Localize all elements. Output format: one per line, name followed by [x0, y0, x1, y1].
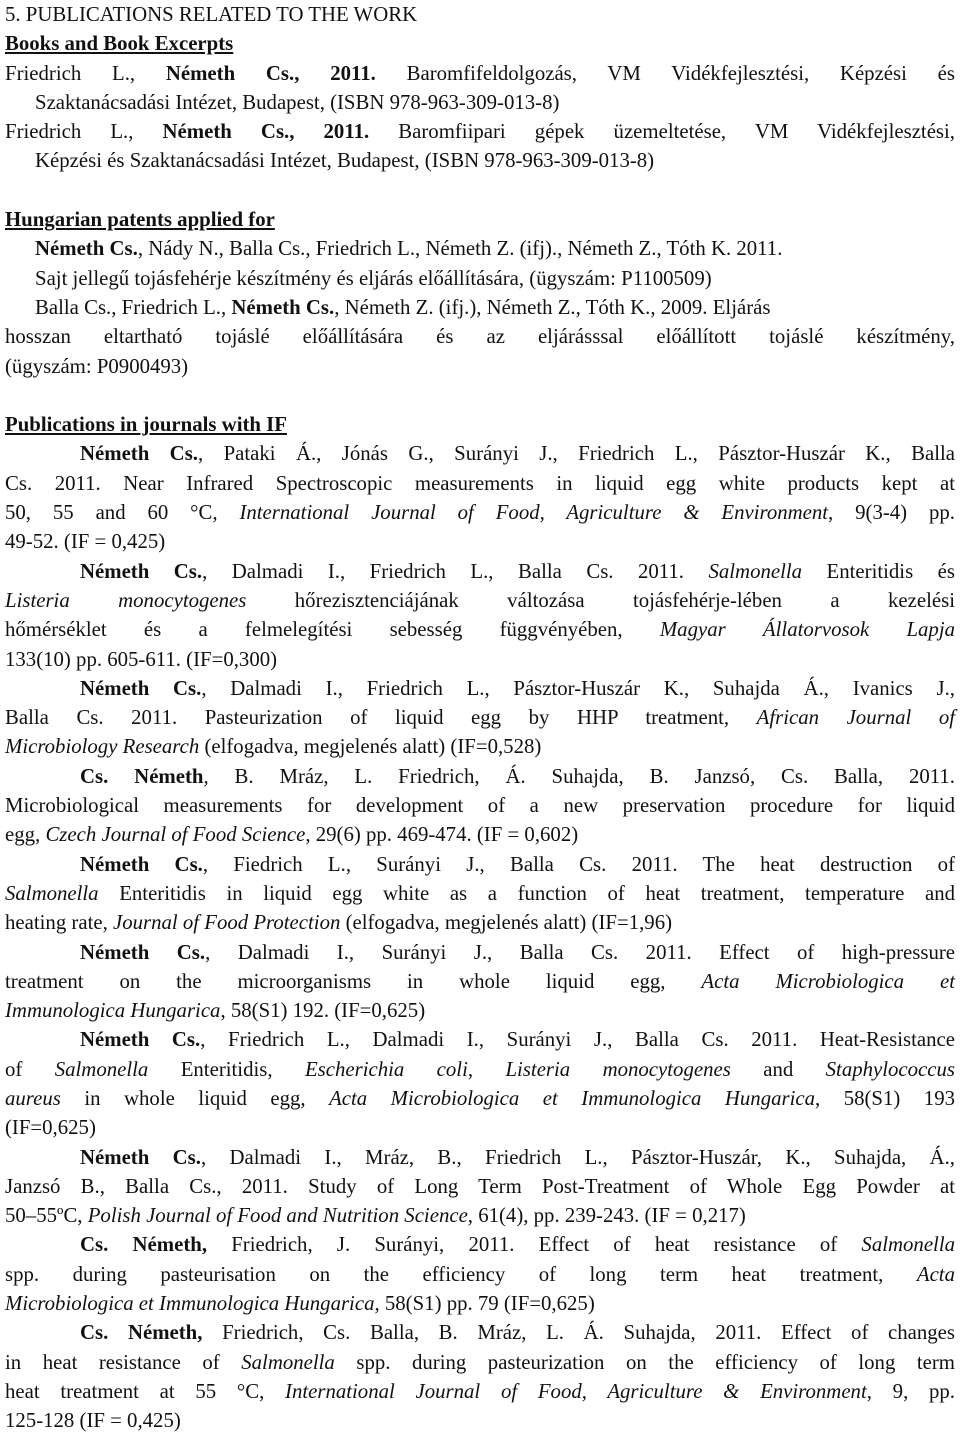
entry-title: Janzsó B., Balla Cs., 2011. Study of Long Term Post-Treatment of Whole Egg Powder at — [5, 1174, 955, 1198]
book-publisher: Szaktanácsadási Intézet, Budapest, (ISBN 978-963-309-013-8) — [35, 90, 560, 114]
journal-name: Journal of Food Protection — [112, 911, 341, 935]
entry-pages: 125-128 (IF = 0,425) — [5, 1409, 181, 1433]
journal-entry — [5, 439, 955, 556]
entry-title: hőmérséklet és a felmelegítési sebesség függvényében, — [5, 618, 660, 642]
journal-entry — [5, 1143, 955, 1231]
book-year: , 2011. — [294, 61, 376, 85]
species-name: Escherichia coli — [304, 1057, 468, 1081]
journal-name: Magyar Állatorvosok Lapja — [659, 618, 955, 642]
entry-title: Microbiological measurements for development of a new preservation procedure for liquid — [5, 794, 955, 818]
entry-pages: , 58(S1) 192. (IF=0,625) — [220, 999, 426, 1023]
entry-text: , 9(3-4) pp. — [828, 501, 955, 525]
patent-number: (ügyszám: P0900493) — [5, 354, 189, 378]
patent-entry — [5, 234, 955, 293]
highlighted-author: Németh Cs. — [80, 940, 206, 964]
entry-title: egg, — [5, 823, 46, 847]
entry-title: 50–55ºC, — [5, 1204, 88, 1228]
highlighted-author: Cs. Németh — [80, 764, 204, 788]
entry-pages: (IF=0,625) — [5, 1116, 96, 1140]
journal-entry — [5, 557, 955, 674]
highlighted-author: Németh Cs. — [162, 120, 290, 144]
book-publisher: Képzési és Szaktanácsadási Intézet, Budapest, (ISBN 978-963-309-013-8) — [35, 149, 655, 173]
entry-title: treatment on the microorganisms in whole liquid egg, — [5, 969, 702, 993]
entry-title: in heat resistance of — [5, 1350, 242, 1374]
species-name: Salmonella — [5, 881, 99, 905]
book-title: Baromfiipari gépek üzemeltetése, VM Vidékfejlesztési, — [369, 120, 956, 144]
section-title: 5. PUBLICATIONS RELATED TO THE WORK — [5, 3, 418, 26]
book-entry — [5, 117, 955, 176]
highlighted-author: Németh Cs. — [80, 676, 202, 700]
journal-name: Immunologica Hungarica — [5, 999, 221, 1023]
journal-entry — [5, 938, 955, 1026]
patent-title: Sajt jellegű tojásfehérje készítmény és eljárás előállítására, (ügyszám: P1100509) — [35, 266, 712, 290]
book-authors: Friedrich L., — [5, 61, 166, 85]
entry-pages: 133(10) pp. 605-611. (IF=0,300) — [5, 647, 278, 671]
entry-authors: , Dalmadi I., Surányi J., Balla Cs. 2011. Effect of high-pressure — [205, 940, 956, 964]
patent-title: hosszan eltartható tojáslé előállítására és az eljárásssal előállított tojáslé készítmény, — [5, 325, 955, 349]
entry-title: Cs. 2011. Near Infrared Spectroscopic measurements in liquid egg white products kept at — [5, 471, 955, 495]
spacer — [5, 381, 955, 410]
entry-text: 50, 55 and 60 °C, — [5, 501, 240, 525]
journal-name: Acta Microbiologica et Immunologica Hungarica — [329, 1086, 816, 1110]
entry-pages: 49-52. (IF = 0,425) — [5, 530, 166, 554]
book-entry — [5, 59, 955, 118]
entry-title: of — [5, 1057, 55, 1081]
entry-authors: , Pataki Á., Jónás G., Surányi J., Friedrich L., Pásztor-Huszár K., Balla — [198, 442, 955, 466]
journal-entry — [5, 1318, 955, 1435]
entry-pages: , 29(6) pp. 469-474. (IF = 0,602) — [305, 823, 579, 847]
journal-name: Microbiologica et Immunologica Hungarica — [5, 1292, 375, 1316]
journal-name: Czech Journal of Food Science — [45, 823, 306, 847]
entry-title: spp. during pasteurisation on the efficiency of long term heat treatment, — [5, 1262, 917, 1286]
entry-title: Enteritidis in liquid egg white as a function of heat treatment, temperature and — [98, 881, 955, 905]
entry-authors: , B. Mráz, L. Friedrich, Á. Suhajda, B. Janzsó, Cs. Balla, 2011. — [203, 764, 955, 788]
highlighted-author: Cs. Németh, — [80, 1233, 208, 1257]
entry-pages: (elfogadva, megjelenés alatt) (IF=0,528) — [199, 735, 542, 759]
book-title: Baromfifeldolgozás, VM Vidékfejlesztési, Képzési és — [375, 61, 955, 85]
entry-authors: , Dalmadi I., Friedrich L., Pásztor-Huszár K., Suhajda Á., Ivanics J., — [201, 676, 955, 700]
journal-name: Microbiology Research — [5, 735, 200, 759]
species-name: aureus — [5, 1086, 61, 1110]
entry-title: hőrezisztenciájának változása tojásfehérje-lében a kezelési — [246, 588, 955, 612]
highlighted-author: Németh Cs. — [80, 559, 203, 583]
highlighted-author: Németh Cs. — [231, 295, 335, 319]
species-name: Listeria monocytogenes — [5, 588, 247, 612]
entry-authors: , Friedrich L., Dalmadi I., Surányi J., Balla Cs. 2011. Heat-Resistance — [200, 1028, 955, 1052]
patent-authors-cont: , Németh Z. (ifj.), Németh Z., Tóth K., 2009. Eljárás — [334, 295, 771, 319]
entry-pages: (elfogadva, megjelenés alatt) (IF=1,96) — [340, 911, 673, 935]
entry-text: Enteritidis és — [802, 559, 955, 583]
journal-entry — [5, 1230, 955, 1318]
entry-title: Balla Cs. 2011. Pasteurization of liquid egg by HHP treatment, — [5, 706, 757, 730]
entry-title: and — [730, 1057, 826, 1081]
journals-heading: Publications in journals with IF — [5, 413, 287, 437]
book-year: , 2011. — [289, 120, 370, 144]
entry-title: , — [467, 1057, 506, 1081]
species-name: Staphylococcus — [825, 1057, 956, 1081]
entry-authors: Friedrich, J. Surányi, 2011. Effect of heat resistance of — [207, 1233, 862, 1257]
highlighted-author: Németh Cs. — [80, 852, 203, 876]
entry-pages: , 58(S1) 193 — [815, 1086, 956, 1110]
highlighted-author: Németh Cs. — [165, 61, 295, 85]
journal-name: International Journal of Food, Agriculture & Environment — [285, 1379, 867, 1403]
journal-name: African Journal of — [756, 706, 955, 730]
book-authors: Friedrich L., — [5, 120, 163, 144]
entry-title: in whole liquid egg, — [60, 1086, 330, 1110]
entry-authors: , Fiedrich L., Surányi J., Balla Cs. 2011. The heat destruction of — [202, 852, 955, 876]
entry-authors: , Dalmadi I., Friedrich L., Balla Cs. 2011. — [202, 559, 709, 583]
books-heading: Books and Book Excerpts — [5, 32, 234, 56]
entry-pages: , 9, pp. — [866, 1379, 955, 1403]
highlighted-author: Németh Cs. — [80, 442, 198, 466]
entry-title: heating rate, — [5, 911, 113, 935]
highlighted-author: Cs. Németh, — [80, 1321, 203, 1345]
entry-title: heat treatment at 55 °C, — [5, 1379, 286, 1403]
journal-name: Acta — [916, 1262, 955, 1286]
highlighted-author: Németh Cs. — [80, 1145, 201, 1169]
highlighted-author: Németh Cs. — [80, 1028, 201, 1052]
species-name: Salmonella — [708, 559, 803, 583]
patent-authors: , Nády N., Balla Cs., Friedrich L., Németh Z. (ifj)., Németh Z., Tóth K. 2011. — [137, 237, 783, 261]
entry-title: Enteritidis, — [148, 1057, 305, 1081]
species-name: Salmonella — [861, 1233, 955, 1257]
entry-authors: , Dalmadi I., Mráz, B., Friedrich L., Pásztor-Huszár, K., Suhajda, Á., — [200, 1145, 955, 1169]
entry-pages: 61(4), pp. 239-243. (IF = 0,217) — [473, 1204, 746, 1228]
journal-entry — [5, 1025, 955, 1142]
patents-heading: Hungarian patents applied for — [5, 208, 275, 232]
journal-name: Acta Microbiologica et — [701, 969, 955, 993]
journal-name: International Journal of Food, Agriculture & Environment — [239, 501, 829, 525]
entry-title: spp. during pasteurization on the efficiency of long term — [334, 1350, 955, 1374]
journal-entry — [5, 850, 955, 938]
journal-name: Polish Journal of Food and Nutrition Science, — [87, 1204, 473, 1228]
entry-pages: , 58(S1) pp. 79 (IF=0,625) — [374, 1292, 595, 1316]
species-name: Salmonella — [241, 1350, 335, 1374]
patent-entry — [5, 293, 955, 381]
journal-entry — [5, 674, 955, 762]
spacer — [5, 176, 955, 205]
entry-authors: Friedrich, Cs. Balla, B. Mráz, L. Á. Suhajda, 2011. Effect of changes — [202, 1321, 955, 1345]
journal-entry — [5, 762, 955, 850]
highlighted-author: Németh Cs. — [35, 237, 138, 261]
species-name: Listeria monocytogenes — [505, 1057, 731, 1081]
patent-authors: Balla Cs., Friedrich L., — [35, 295, 232, 319]
species-name: Salmonella — [54, 1057, 149, 1081]
